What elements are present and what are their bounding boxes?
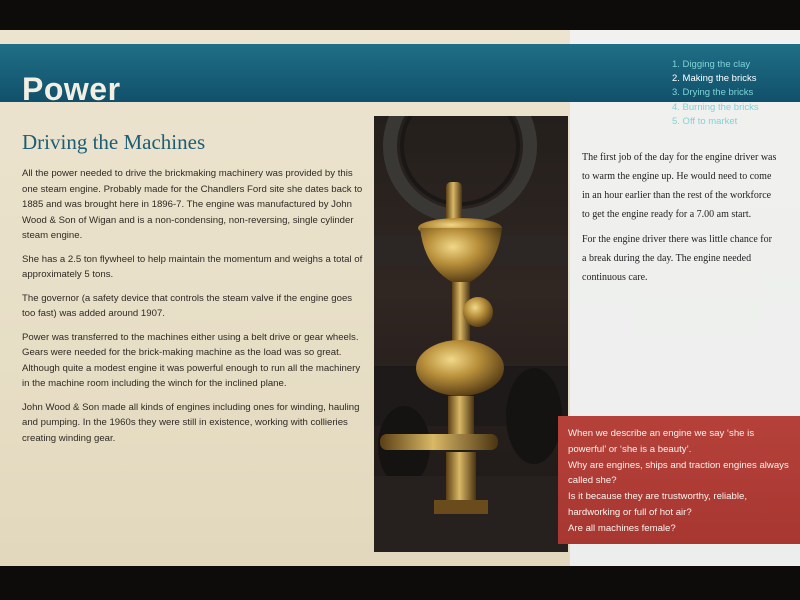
title-banner bbox=[0, 44, 800, 127]
main-text-column bbox=[22, 166, 366, 454]
question-line: Is it because they are trustworthy, reliable, hardworking or full of hot air? bbox=[568, 491, 747, 518]
question-box bbox=[558, 416, 800, 544]
step-item: 5. Off to market bbox=[672, 115, 738, 127]
step-item-current: 2. Making the bricks bbox=[672, 73, 757, 85]
question-line: When we describe an engine we say ‘she is powerful’ or ‘she is a beauty’. bbox=[568, 428, 755, 455]
side-paragraph: For the engine driver there was little chance for a break during the day. The engine needed continuous care. bbox=[582, 234, 772, 283]
information-board bbox=[0, 30, 800, 566]
step-item: 1. Digging the clay bbox=[672, 59, 751, 70]
question-text bbox=[568, 426, 793, 537]
question-line: Are all machines female? bbox=[568, 522, 676, 534]
side-paragraph: The first job of the day for the engine driver was to warm the engine up. He would need to come in an hour earlier than the rest of the workforce to get the engine ready for a 7.00 am start. bbox=[582, 152, 777, 220]
engine-driver-text bbox=[582, 148, 778, 293]
body-paragraph: The governor (a safety device that controls the steam valve if the engine goes too fast) was added around 1907. bbox=[22, 292, 353, 319]
body-paragraph: Power was transferred to the machines either using a belt drive or gear wheels. Gears were needed for the brick-making machine as the load was so great. Although quite a modest engine it was powerful enough to run all the machinery in the machine room including the winch for the inclined plane. bbox=[22, 331, 361, 389]
body-paragraph: John Wood & Son made all kinds of engines including ones for winding, hauling and pumping. In the 1960s they were still in existence, working with collieries creating winding gear. bbox=[22, 401, 360, 444]
section-heading: Driving the Machines bbox=[22, 130, 206, 154]
body-paragraph: She has a 2.5 ton flywheel to help maintain the momentum and weighs a total of approximately 5 tons. bbox=[22, 253, 363, 280]
step-item: 3. Drying the bricks bbox=[672, 87, 754, 99]
page-title: Power bbox=[22, 71, 121, 107]
steam-engine-photo bbox=[374, 116, 568, 552]
step-item: 4. Burning the bricks bbox=[672, 101, 759, 113]
process-steps-list bbox=[672, 58, 759, 129]
question-line: Why are engines, ships and traction engines always called she? bbox=[568, 459, 789, 487]
body-paragraph: All the power needed to drive the brickmaking machinery was provided by this one steam engine. Probably made for the Chandlers Ford site she dates back to 1885 and was brought here in 1896-7. The engine was manufactured by John Wood & Son of Wigan and is a non-condensing, non-reversing, single cylinder steam engine. bbox=[22, 168, 363, 241]
